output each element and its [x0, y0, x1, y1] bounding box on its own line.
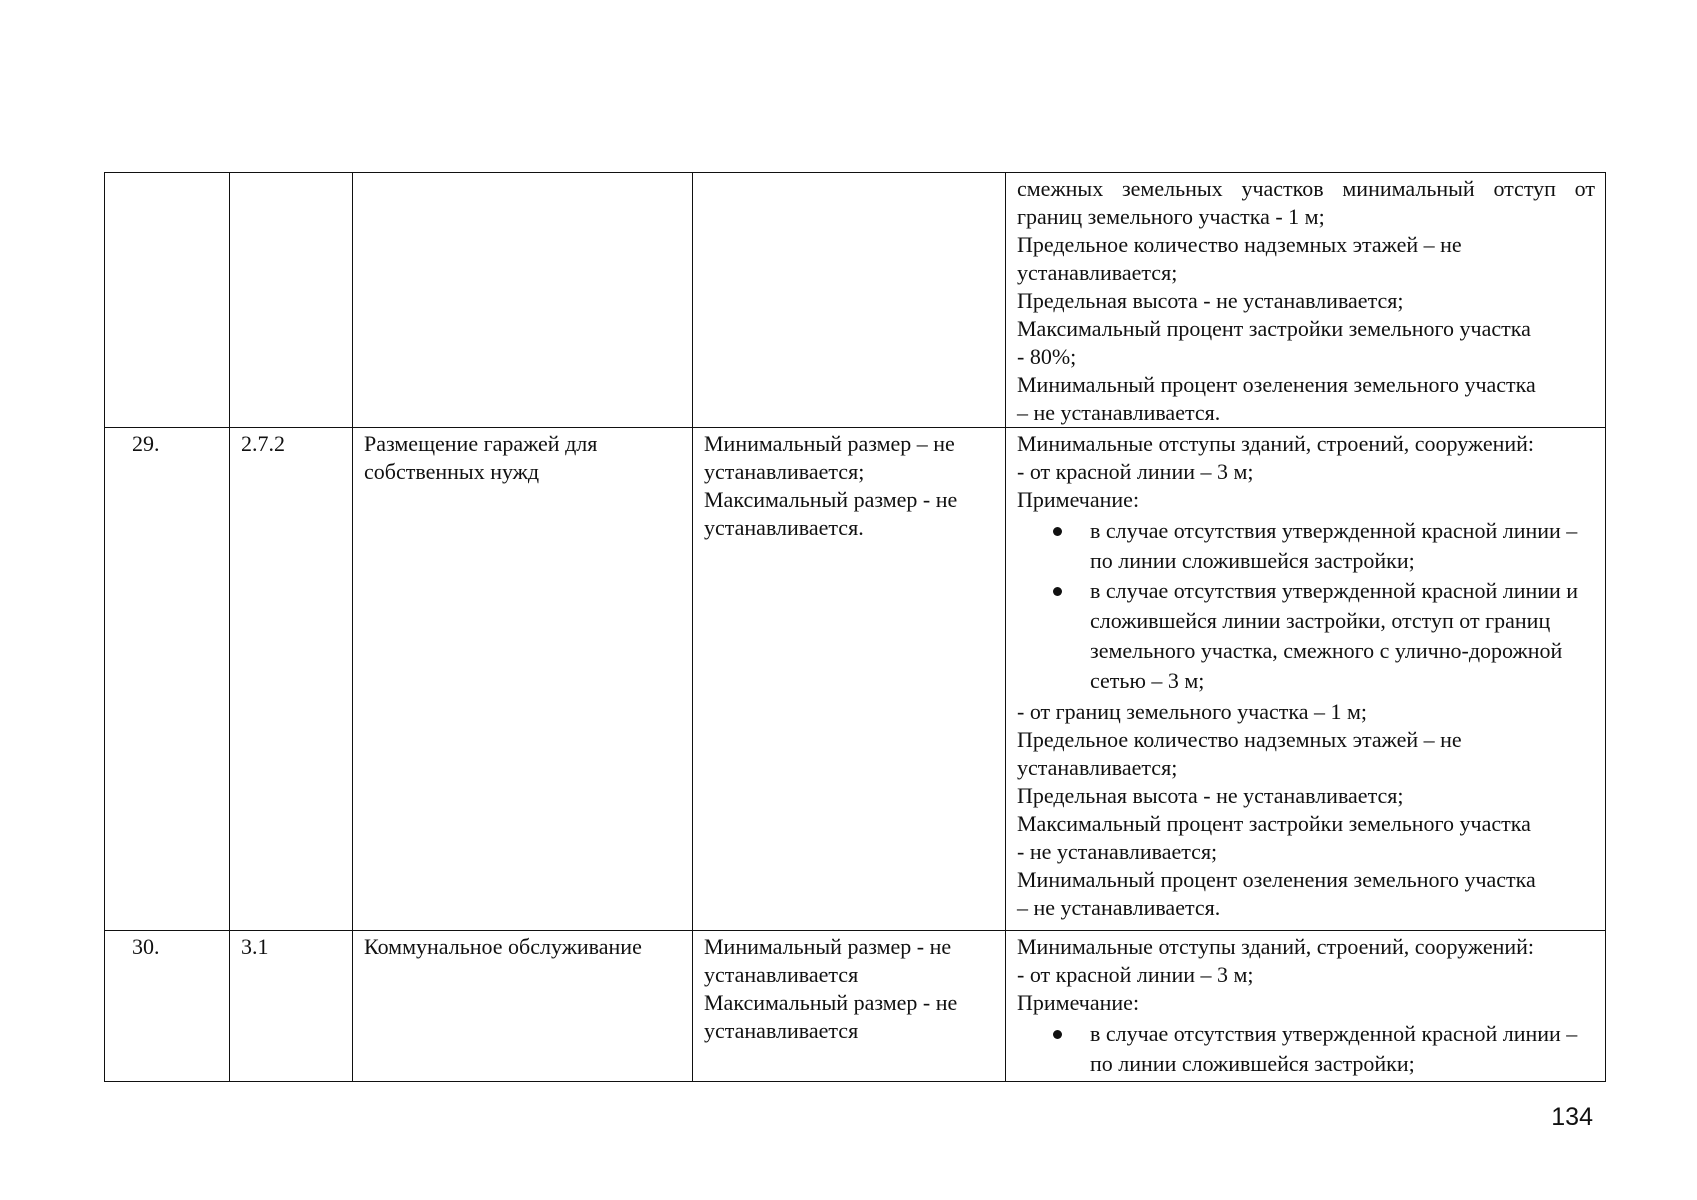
parameter-line: Минимальные отступы зданий, строений, сооружений: — [1017, 431, 1535, 456]
parameters-cell — [1006, 428, 1606, 931]
note-bullet-text: в случае отсутствия утвержденной красной линии – по линии сложившейся застройки; — [1090, 1021, 1578, 1076]
use-code-cell: 3.1 — [230, 931, 353, 1082]
parameter-line: - не устанавливается; — [1017, 839, 1218, 864]
parameter-line: Предельная высота - не устанавливается; — [1017, 288, 1404, 313]
regulations-table — [104, 172, 1606, 1082]
table-row — [105, 428, 1606, 931]
plot-size-text: Максимальный размер - не устанавливается — [704, 990, 963, 1043]
parameter-line: Предельное количество надземных этажей – не — [1017, 727, 1462, 752]
use-code-cell: 2.7.2 — [230, 428, 353, 931]
parameter-line: Максимальный процент застройки земельного участка — [1017, 316, 1531, 341]
note-bullet-list — [1017, 1019, 1595, 1079]
note-bullet-list — [1017, 516, 1595, 696]
use-code-cell — [230, 173, 353, 428]
parameter-line: Предельное количество надземных этажей – не — [1017, 232, 1462, 257]
parameter-line: устанавливается; — [1017, 755, 1178, 780]
parameter-line: Минимальный процент озеленения земельного участка — [1017, 867, 1536, 892]
parameter-line: границ земельного участка - 1 м; — [1017, 204, 1325, 229]
parameter-line: Минимальный процент озеленения земельного участка — [1017, 372, 1536, 397]
parameter-line: Примечание: — [1017, 990, 1140, 1015]
parameter-line: Минимальные отступы зданий, строений, сооружений: — [1017, 934, 1535, 959]
parameter-line: - от границ земельного участка – 1 м; — [1017, 699, 1368, 724]
bullet-icon — [1053, 527, 1062, 536]
parameter-line: устанавливается; — [1017, 260, 1178, 285]
parameter-line: Максимальный процент застройки земельного участка — [1017, 811, 1531, 836]
use-name-cell: Коммунальное обслуживание — [353, 931, 693, 1082]
row-number-cell — [105, 173, 230, 428]
bullet-icon — [1053, 587, 1062, 596]
row-number-cell: 29. — [105, 428, 230, 931]
plot-size-cell — [693, 931, 1006, 1082]
note-bullet-item — [1090, 516, 1595, 576]
table-body — [105, 173, 1606, 1082]
parameter-line: Примечание: — [1017, 487, 1140, 512]
parameter-line: - от красной линии – 3 м; — [1017, 962, 1254, 987]
plot-size-cell — [693, 173, 1006, 428]
use-name-cell — [353, 173, 693, 428]
parameters-cell — [1006, 931, 1606, 1082]
plot-size-text: Минимальный размер – не устанавливается; — [704, 431, 961, 484]
parameter-line: - от красной линии – 3 м; — [1017, 459, 1254, 484]
bullet-icon — [1053, 1030, 1062, 1039]
parameter-line: Предельная высота - не устанавливается; — [1017, 783, 1404, 808]
parameter-line: – не устанавливается. — [1017, 895, 1221, 920]
plot-size-text: Максимальный размер - не устанавливается. — [704, 487, 963, 540]
note-bullet-item — [1090, 576, 1595, 696]
note-bullet-text: в случае отсутствия утвержденной красной линии – по линии сложившейся застройки; — [1090, 518, 1578, 573]
parameters-cell — [1006, 173, 1606, 428]
plot-size-text: Минимальный размер - не устанавливается — [704, 934, 957, 987]
use-name-cell: Размещение гаражей для собственных нужд — [353, 428, 693, 931]
note-bullet-text: в случае отсутствия утвержденной красной линии и сложившейся линии застройки, отступ от границ земельного участка, смежного с улично-дорожной сетью – 3 м; — [1090, 578, 1579, 693]
note-bullet-item — [1090, 1019, 1595, 1079]
parameter-line: смежных земельных участков минимальный отступ от — [1017, 176, 1595, 201]
parameter-line: – не устанавливается. — [1017, 400, 1221, 425]
row-number-cell: 30. — [105, 931, 230, 1082]
parameter-line: - 80%; — [1017, 344, 1077, 369]
table-row — [105, 931, 1606, 1082]
plot-size-cell — [693, 428, 1006, 931]
page-number: 134 — [1551, 1103, 1593, 1131]
table-row — [105, 173, 1606, 428]
